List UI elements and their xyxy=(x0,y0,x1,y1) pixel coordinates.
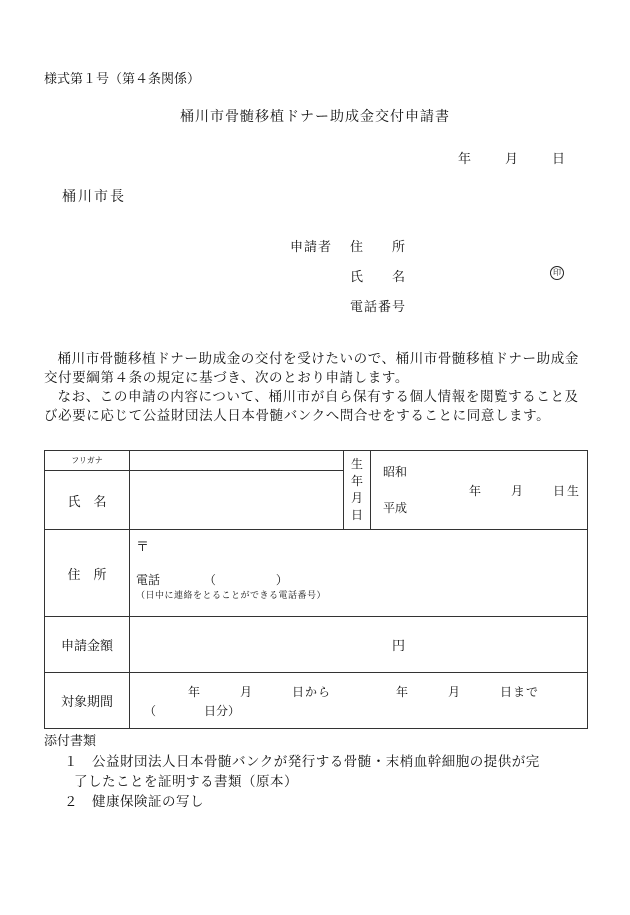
date-month: 月 xyxy=(505,152,519,167)
application-table xyxy=(44,450,588,729)
name-input[interactable] xyxy=(130,471,344,530)
era-options[interactable] xyxy=(371,451,444,530)
phone-label: 電話 xyxy=(136,573,161,587)
attachments xyxy=(44,732,540,812)
body-paragraph-1: 桶川市骨髄移植ドナー助成金の交付を受けたいので、桶川市骨髄移植ドナー助成金交付要綱第４条の規定に基づき、次のとおり申請します。 xyxy=(44,351,579,386)
amount-label: 申請金額 xyxy=(45,617,130,673)
phone-line xyxy=(136,571,581,588)
attachment-item-1: １ 公益財団法人日本骨髄バンクが発行する骨髄・末梢血幹細胞の提供が完 xyxy=(64,754,540,770)
phone-note: （日中に連絡をとることができる電話番号） xyxy=(136,591,327,601)
birthdate-label: 生 年 月 日 xyxy=(344,451,371,530)
period-field[interactable] xyxy=(130,673,588,729)
body-text xyxy=(44,350,584,426)
era-heisei[interactable]: 平成 xyxy=(383,501,408,515)
phone-parentheses[interactable]: （ ） xyxy=(203,573,288,587)
attachments-heading: 添付書類 xyxy=(44,734,97,749)
furigana-label: フリガナ xyxy=(45,451,130,471)
birthdate-field[interactable]: 年 月 日生 xyxy=(443,451,588,530)
body-paragraph-2: なお、この申請の内容について、桶川市が自ら保有する個人情報を閲覧すること及び必要に応じて公益財団法人日本骨髄バンクへ問合せをすることに同意します。 xyxy=(44,389,579,424)
period-label: 対象期間 xyxy=(45,673,130,729)
period-dates: 年 月 日から 年 月 日まで xyxy=(188,684,540,699)
address-cell[interactable] xyxy=(130,530,588,617)
date-year: 年 xyxy=(458,152,472,167)
applicant-label: 申請者 xyxy=(290,240,333,255)
applicant-address-label: 住 所 xyxy=(350,240,407,255)
document-title: 桶川市骨髄移植ドナー助成金交付申請書 xyxy=(180,109,450,125)
form-number: 様式第１号（第４条関係） xyxy=(44,72,201,87)
date-day: 日 xyxy=(552,152,566,167)
address-label: 住 所 xyxy=(45,530,130,617)
attachment-item-1-cont: 了したことを証明する書類（原本） xyxy=(74,774,298,790)
furigana-input[interactable] xyxy=(130,451,344,471)
postal-mark: 〒 xyxy=(136,540,150,555)
period-days: （ 日分） xyxy=(144,703,241,718)
amount-field[interactable] xyxy=(130,617,588,673)
applicant-phone-label: 電話番号 xyxy=(350,300,407,315)
amount-unit: 円 xyxy=(391,639,405,654)
attachment-item-2: ２ 健康保険証の写し xyxy=(64,794,204,810)
addressee: 桶川市長 xyxy=(62,189,126,205)
applicant-name-label: 氏 名 xyxy=(350,270,407,285)
era-showa[interactable]: 昭和 xyxy=(383,465,408,479)
name-label: 氏 名 xyxy=(45,471,130,530)
seal-mark: 印 xyxy=(550,266,564,280)
